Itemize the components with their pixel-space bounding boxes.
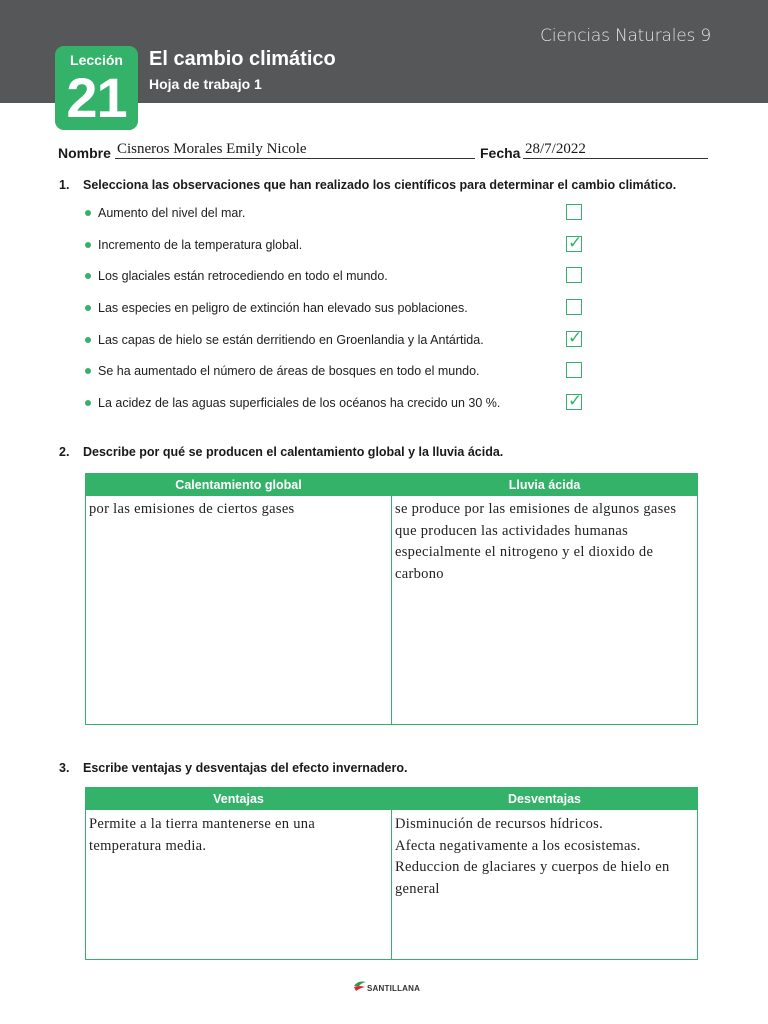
question-1-number: 1. (59, 178, 70, 192)
question-3-text: Escribe ventajas y desventajas del efecto invernadero. (83, 761, 408, 775)
lesson-label: Lección (70, 52, 123, 68)
question-2-number: 2. (59, 445, 70, 459)
column-divider (391, 788, 392, 959)
name-field[interactable]: Cisneros Morales Emily Nicole (115, 141, 475, 159)
bullet-icon (85, 368, 91, 374)
subject-title: Ciencias Naturales 9 (540, 26, 711, 46)
lesson-number: 21 (66, 66, 127, 129)
list-item-text: Las capas de hielo se están derritiendo en Groenlandia y la Antártida. (98, 332, 484, 347)
answer-line: por las emisiones de ciertos gases (89, 501, 295, 517)
answer-line: temperatura media. (89, 837, 207, 854)
question-3-number: 3. (59, 761, 70, 775)
answer-line: Afecta negativamente a los ecosistemas. (395, 837, 641, 854)
question-2-text: Describe por qué se producen el calentamiento global y la lluvia ácida. (83, 445, 504, 459)
checkbox[interactable] (566, 232, 583, 253)
answer-line: Permite a la tierra mantenerse en una (89, 816, 316, 832)
answer-line: general (395, 880, 440, 897)
lesson-badge (55, 46, 138, 130)
bullet-icon (85, 210, 91, 216)
checkbox[interactable] (566, 391, 583, 412)
date-label: Fecha (480, 145, 521, 161)
page-title: El cambio climático (149, 48, 336, 70)
list-item-text: La acidez de las aguas superficiales de los océanos ha crecido un 30 %. (98, 396, 501, 411)
answer-line: especialmente el nitrogeno y el dioxido de (395, 544, 654, 560)
list-item (85, 232, 605, 264)
bullet-icon (85, 400, 91, 406)
column-divider (391, 474, 392, 724)
column-header: Desventajas (392, 788, 697, 810)
santillana-logo (353, 978, 423, 996)
checkbox[interactable] (566, 204, 582, 220)
checkmark-icon: ✓ (568, 327, 583, 348)
column-header: Ventajas (86, 788, 391, 810)
bullet-icon (85, 242, 91, 248)
bullet-icon (85, 337, 91, 343)
list-item (85, 295, 605, 327)
checkbox[interactable] (566, 362, 582, 378)
answer-line: Reduccion de glaciares y cuerpos de hielo en (395, 859, 670, 875)
checkmark-icon: ✓ (568, 232, 583, 253)
list-item-text: Aumento del nivel del mar. (98, 206, 246, 220)
list-item (85, 200, 605, 232)
answer-cell-calentamiento[interactable] (89, 499, 295, 521)
answer-line: Disminución de recursos hídricos. (395, 816, 604, 832)
question-2-table (85, 473, 698, 725)
list-item-text: Incremento de la temperatura global. (98, 237, 303, 252)
page-subtitle: Hoja de trabajo 1 (149, 76, 262, 92)
bullet-icon (85, 305, 91, 311)
list-item (85, 358, 605, 390)
question-1-heading (59, 178, 676, 192)
answer-cell-ventajas[interactable] (89, 814, 315, 857)
checkmark-icon: ✓ (568, 391, 583, 412)
name-label: Nombre (58, 145, 111, 161)
answer-cell-desventajas[interactable] (395, 814, 670, 900)
question-3-table (85, 787, 698, 960)
date-field[interactable]: 28/7/2022 (523, 141, 708, 159)
bullet-icon (85, 273, 91, 279)
column-header: Lluvia ácida (392, 474, 697, 496)
list-item-text: Se ha aumentado el número de áreas de bosques en todo el mundo. (98, 364, 480, 379)
answer-line: carbono (395, 565, 444, 582)
checkbox[interactable] (566, 299, 582, 315)
santillana-mark-icon (353, 979, 367, 993)
logo-text: SANTILLANA (367, 984, 421, 993)
list-item (85, 263, 605, 295)
list-item-text: Las especies en peligro de extinción han elevado sus poblaciones. (98, 301, 468, 316)
question-2-heading (59, 445, 503, 459)
list-item-text: Los glaciales están retrocediendo en todo el mundo. (98, 269, 388, 284)
question-3-heading (59, 761, 407, 775)
checkbox[interactable] (566, 267, 582, 283)
checkbox[interactable] (566, 327, 583, 348)
answer-line: que producen las actividades humanas (395, 522, 629, 539)
answer-line: se produce por las emisiones de algunos gases (395, 501, 677, 517)
column-header: Calentamiento global (86, 474, 391, 496)
list-item (85, 327, 605, 359)
observation-list (85, 200, 605, 422)
answer-cell-lluvia[interactable] (395, 499, 676, 585)
question-1-text: Selecciona las observaciones que han realizado los científicos para determinar el cambio climático. (83, 178, 677, 192)
list-item (85, 390, 605, 422)
